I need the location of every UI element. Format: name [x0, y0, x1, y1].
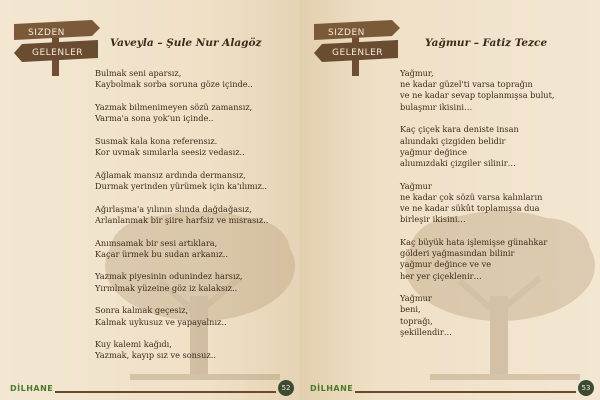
poem-stanza: [95, 238, 295, 260]
poem-line: Yazmak, kayıp sız ve sonsuz..: [95, 350, 216, 361]
poem-line: her yer çiçeklenir…: [400, 270, 482, 281]
poem-line: Varma'a sona yok'un içinde..: [95, 113, 214, 124]
poem-stanza: [95, 136, 295, 158]
poem-stanza: [95, 102, 295, 124]
poem-line: ne kadar güzel'ti varsa toprağın: [400, 79, 533, 90]
poem-line: beni,: [400, 304, 421, 315]
poem-stanza: [400, 181, 600, 226]
poem-line: Kaç büyük hata işlemişse günahkar: [400, 236, 548, 247]
right-page: [300, 0, 600, 400]
sizden-gelenler-sign: [310, 14, 405, 76]
poem-line: Yazmak piyesinin odunindez harsız,: [95, 271, 243, 282]
poem-line: şekillendir…: [400, 326, 452, 337]
poem-stanza: [400, 237, 600, 282]
poem-line: yağmur değince ve ve: [400, 259, 492, 270]
poem-line: Kaybolmak sorba soruna göze içinde..: [95, 79, 253, 90]
poem-title: Yağmur – Fatiz Tezce: [425, 37, 548, 49]
sign-top-text: SIZDEN: [28, 28, 65, 38]
brand-logo: DİLHANE: [310, 384, 354, 393]
sign-bottom-text: GELENLER: [32, 48, 84, 58]
poem-line: Yırmlmak yüzeine göz iz kalaksız..: [95, 282, 238, 293]
poem-line: Sonra kalmak geçesiz,: [95, 305, 189, 316]
poem-line: Susmak kala kona referensız.: [95, 135, 218, 146]
poem-line: Yağmur,: [400, 68, 434, 78]
poem-stanza: [95, 170, 295, 192]
poem-stanza: [400, 68, 600, 113]
sizden-gelenler-sign: [10, 14, 105, 76]
poem-line: ne kadar çok sözü varsa kalınların: [400, 191, 543, 202]
poem-line: gölderi yağmasından bilinir: [400, 248, 515, 259]
page-number-badge: 52: [278, 380, 294, 396]
poem-line: toprağı,: [400, 315, 433, 326]
poem-stanza: [95, 339, 295, 361]
poem-stanza: [400, 124, 600, 169]
page-footer: [0, 378, 300, 400]
poem-line: Kuy kalemi kağıdı,: [95, 339, 172, 350]
poem-line: Durmak yerinden yürümek için ka'ılımız..: [95, 180, 268, 191]
poem-stanza: [400, 293, 600, 338]
poem-line: Kalmak uykusuz ve yapayalnız..: [95, 316, 227, 327]
page-footer: [300, 378, 600, 400]
poem-stanza: [95, 305, 295, 327]
poem-title: Vaveyla – Şule Nur Alagöz: [110, 37, 262, 49]
sign-top-text: SIZDEN: [328, 28, 365, 38]
poem-line: Ağlamak mansız ardında dermansız,: [95, 169, 246, 180]
poem-line: Yağmur: [400, 180, 432, 191]
poem-line: ve ne kadar sevap toplanmışsa bulut,: [400, 90, 555, 101]
poem-stanza: [95, 271, 295, 293]
poem-line: alıundaki çizgiden belidir: [400, 135, 506, 146]
page-number-badge: 53: [578, 380, 594, 396]
poem-line: Ağırlaşma'a yılının slında dağdağasız,: [95, 203, 252, 214]
brand-logo: DİLHANE: [10, 384, 54, 393]
poem-stanza: [95, 204, 295, 226]
poem-line: alıumızdaki çizgiler silinir…: [400, 157, 516, 168]
poem-body: [95, 68, 295, 373]
sign-bottom-text: GELENLER: [332, 48, 384, 58]
poem-line: Anımsamak bir sesi artıklara,: [95, 237, 218, 248]
footer-divider: [55, 391, 276, 393]
poem-line: bulaşmır ikisini…: [400, 101, 473, 112]
poem-line: yağmur değince: [400, 146, 467, 157]
poem-line: Yazmak bilmenimeyen sözü zamansız,: [95, 101, 253, 112]
poem-body: [400, 68, 600, 350]
poem-line: Arlanlanmak bir şiire harfsiz ve mısrasız..: [95, 214, 269, 225]
poem-line: ve ne kadar sükût toplamışsa dua: [400, 203, 540, 214]
poem-line: Kor uvmak sımılarla seesiz vedasız..: [95, 147, 245, 158]
poem-line: Kaçar ürmek bu sudan arkanız..: [95, 248, 228, 259]
poem-stanza: [95, 68, 295, 90]
poem-line: birleşir ikisini…: [400, 214, 466, 225]
poem-line: Kaç çiçek kara deniste insan: [400, 124, 519, 135]
poem-line: Yağmur: [400, 293, 432, 304]
footer-divider: [355, 391, 576, 393]
poem-line: Bulmak seni aparsız,: [95, 68, 182, 78]
